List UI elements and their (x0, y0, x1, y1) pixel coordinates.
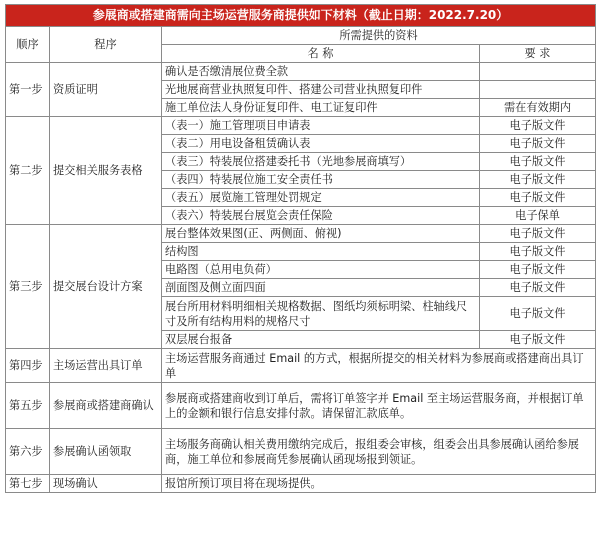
item-name: 施工单位法人身份证复印件、电工证复印件 (162, 99, 480, 117)
item-requirement: 电子版文件 (480, 117, 596, 135)
header-requirement: 要 求 (480, 45, 596, 63)
item-requirement: 电子版文件 (480, 297, 596, 331)
item-name: （表一）施工管理项目申请表 (162, 117, 480, 135)
item-requirement: 电子版文件 (480, 171, 596, 189)
item-name: （表六）特装展台展览会责任保险 (162, 207, 480, 225)
item-name: （表五）展览施工管理处罚规定 (162, 189, 480, 207)
step-detail: 主场服务商确认相关费用缴纳完成后，报组委会审核，组委会出具参展确认函给参展商，施工单位和参展商凭参展确认函现场报到领证。 (162, 429, 596, 475)
item-requirement: 电子版文件 (480, 279, 596, 297)
header-procedure: 程序 (50, 27, 162, 63)
item-name: （表四）特装展位施工安全责任书 (162, 171, 480, 189)
item-requirement: 电子版文件 (480, 331, 596, 349)
item-requirement: 电子版文件 (480, 135, 596, 153)
item-requirement: 需在有效期内 (480, 99, 596, 117)
item-name: 展台所用材料明细相关规格数据、图纸均须标明梁、柱轴线尺寸及所有结构用料的规格尺寸 (162, 297, 480, 331)
table-row (6, 63, 596, 81)
item-name: 确认是否缴清展位费全款 (162, 63, 480, 81)
materials-table (5, 4, 596, 493)
step-label: 第二步 (6, 117, 50, 225)
item-requirement: 电子版文件 (480, 243, 596, 261)
table-row (6, 475, 596, 493)
item-requirement: 电子保单 (480, 207, 596, 225)
header-name: 名 称 (162, 45, 480, 63)
table-row (6, 429, 596, 475)
step-procedure: 参展确认函领取 (50, 429, 162, 475)
step-procedure: 提交展台设计方案 (50, 225, 162, 349)
step-label: 第四步 (6, 349, 50, 383)
item-requirement: 电子版文件 (480, 225, 596, 243)
step-detail: 参展商或搭建商收到订单后，需将订单签字并 Email 至主场运营服务商，并根据订单上的金额和银行信息安排付款。请保留汇款底单。 (162, 383, 596, 429)
item-name: 结构图 (162, 243, 480, 261)
item-requirement: 电子版文件 (480, 153, 596, 171)
step-label: 第五步 (6, 383, 50, 429)
item-requirement (480, 63, 596, 81)
step-label: 第一步 (6, 63, 50, 117)
item-name: （表二）用电设备租赁确认表 (162, 135, 480, 153)
item-requirement (480, 81, 596, 99)
item-requirement: 电子版文件 (480, 261, 596, 279)
step-detail: 报馆所预订项目将在现场提供。 (162, 475, 596, 493)
item-name: 电路图（总用电负荷） (162, 261, 480, 279)
step-procedure: 现场确认 (50, 475, 162, 493)
item-name: （表三）特装展位搭建委托书（光地参展商填写） (162, 153, 480, 171)
header-required-materials: 所需提供的资料 (162, 27, 596, 45)
header-order: 顺序 (6, 27, 50, 63)
item-requirement: 电子版文件 (480, 189, 596, 207)
step-label: 第六步 (6, 429, 50, 475)
item-name: 剖面图及侧立面四面 (162, 279, 480, 297)
step-procedure: 主场运营出具订单 (50, 349, 162, 383)
step-procedure: 参展商或搭建商确认 (50, 383, 162, 429)
step-detail: 主场运营服务商通过 Email 的方式，根据所提交的相关材料为参展商或搭建商出具订单 (162, 349, 596, 383)
table-row (6, 117, 596, 135)
step-procedure: 资质证明 (50, 63, 162, 117)
table-row (6, 349, 596, 383)
table-row (6, 383, 596, 429)
step-label: 第三步 (6, 225, 50, 349)
step-procedure: 提交相关服务表格 (50, 117, 162, 225)
table-title: 参展商或搭建商需向主场运营服务商提供如下材料（截止日期：2022.7.20） (6, 5, 596, 27)
step-label: 第七步 (6, 475, 50, 493)
item-name: 双层展台报备 (162, 331, 480, 349)
item-name: 展台整体效果图(正、两侧面、俯视) (162, 225, 480, 243)
item-name: 光地展商营业执照复印件、搭建公司营业执照复印件 (162, 81, 480, 99)
table-row (6, 225, 596, 243)
